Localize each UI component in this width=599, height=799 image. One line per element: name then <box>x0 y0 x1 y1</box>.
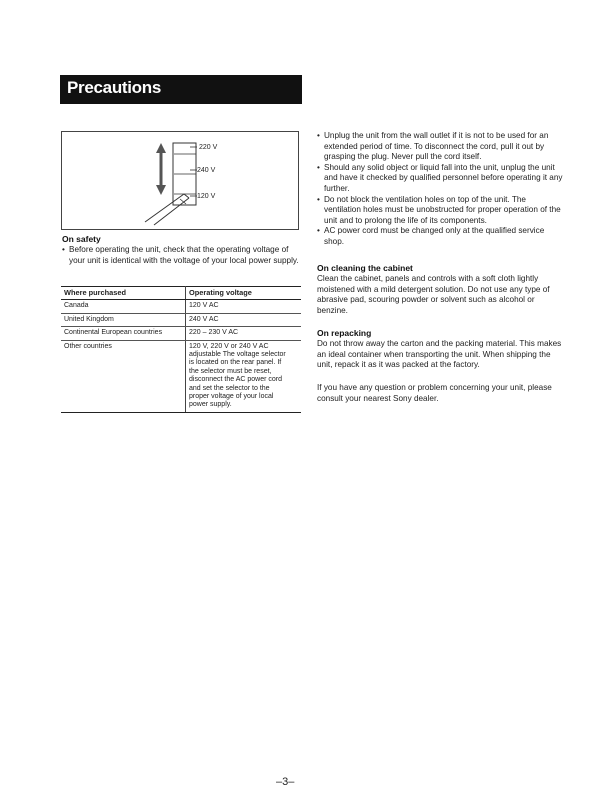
repacking-heading: On repacking <box>317 328 372 338</box>
table-cell-voltage: 120 V, 220 V or 240 V AC adjustable The voltage selector is located on the rear panel. If the selector must be reset, disconnect the AC power cord and set the selector to the proper voltage of your local power supply. <box>186 340 302 412</box>
table-cell-voltage: 120 V AC <box>186 300 302 313</box>
table-cell-where: Other countries <box>61 340 186 412</box>
title-banner <box>60 75 302 104</box>
table-header-row <box>61 287 301 300</box>
table-cell-where: Continental European countries <box>61 327 186 340</box>
voltage-table <box>61 286 301 413</box>
column-header-voltage: Operating voltage <box>186 287 302 300</box>
page-number: –3– <box>276 776 295 788</box>
contact-text: If you have any question or problem concerning your unit, please consult your nearest Sony dealer. <box>317 383 552 403</box>
voltage-selector-illustration <box>61 131 299 230</box>
voltage-label-240: 240 V <box>197 167 216 174</box>
safety-heading: On safety <box>62 234 101 244</box>
safety-bullet: • Before operating the unit, check that the operating voltage of your unit is identical with the voltage of your local power supply. <box>62 245 302 266</box>
precaution-bullet-list <box>317 131 565 248</box>
table-cell-where: United Kingdom <box>61 313 186 326</box>
cleaning-text: Clean the cabinet, panels and controls with a soft cloth lightly moistened with a mild detergent solution. Do not use any type of abrasive pad, scouring powder or solvent such as alcohol or benzine. <box>317 274 550 315</box>
column-header-where: Where purchased <box>61 287 186 300</box>
voltage-label-120: 120 V <box>197 193 216 200</box>
list-item: • Unplug the unit from the wall outlet if it is not to be used for an extended period of time. To disconnect the cord, pull it out by grasping the plug. Never pull the cord itself. <box>317 131 565 163</box>
table-cell-voltage: 220 – 230 V AC <box>186 327 302 340</box>
table-row <box>61 327 301 340</box>
voltage-label-220: 220 V <box>199 144 218 151</box>
table-row <box>61 313 301 326</box>
cleaning-heading: On cleaning the cabinet <box>317 263 413 273</box>
list-item: • Do not block the ventilation holes on top of the unit. The ventilation holes must be unobstructed for proper operation of the unit and to prolong the life of its components. <box>317 195 565 227</box>
list-item: • Should any solid object or liquid fall into the unit, unplug the unit and have it checked by qualified personnel before operating it any further. <box>317 163 565 195</box>
repacking-text: Do not throw away the carton and the packing material. This makes an ideal container when transporting the unit. When shipping the unit, repack it as it was packed at the factory. <box>317 339 562 370</box>
table-row <box>61 300 301 313</box>
table-row <box>61 340 301 412</box>
table-cell-voltage: 240 V AC <box>186 313 302 326</box>
list-item: • AC power cord must be changed only at the qualified service shop. <box>317 226 565 247</box>
voltage-selector-drawing <box>62 132 300 231</box>
table-cell-where: Canada <box>61 300 186 313</box>
safety-text <box>62 245 302 266</box>
page-title: Precautions <box>67 78 162 97</box>
